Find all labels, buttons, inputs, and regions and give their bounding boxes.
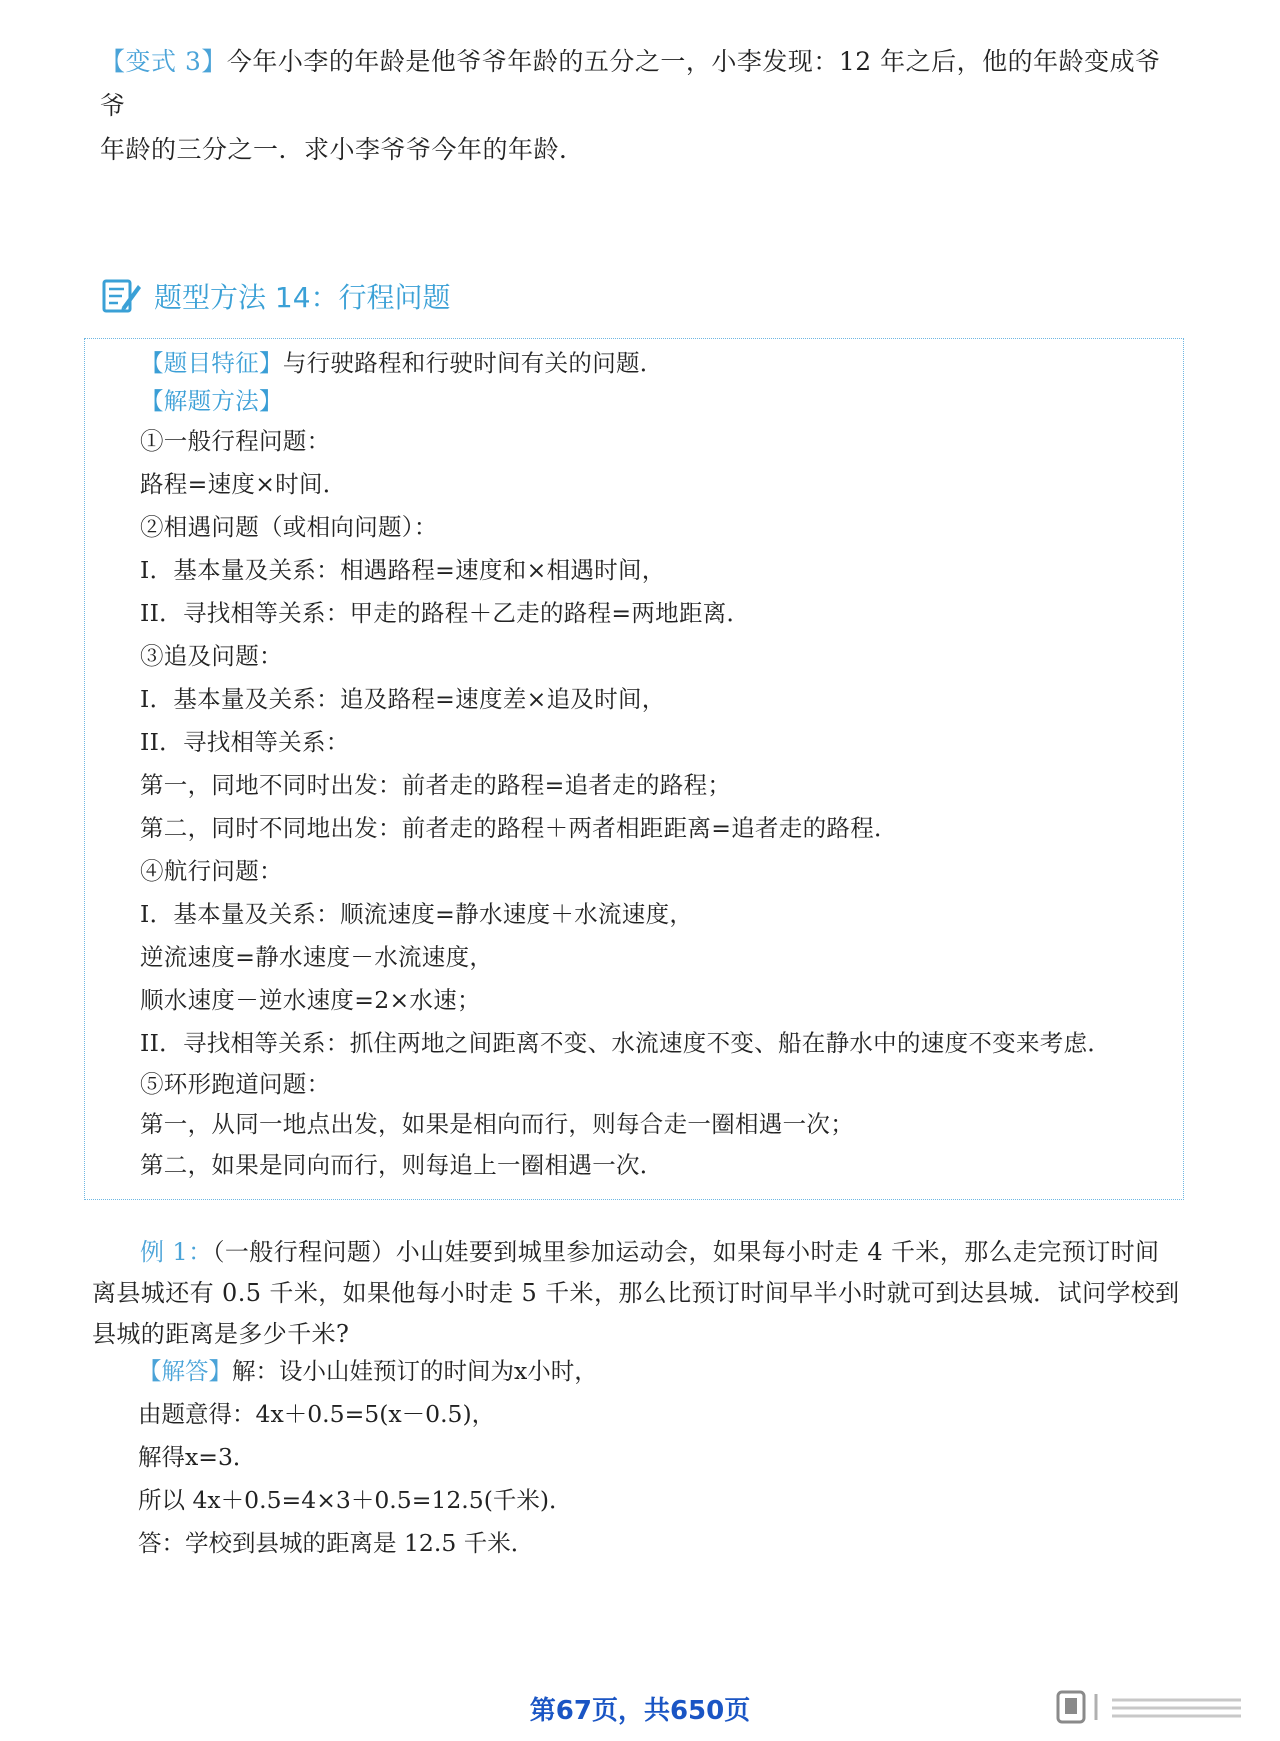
answer-text-line1: 解：设小山娃预订的时间为x小时， <box>232 1357 598 1385</box>
example-1-text-line1: （一般行程问题）小山娃要到城里参加运动会，如果每小时走 4 千米，那么走完预订时间 <box>212 1238 1160 1266</box>
answer-line3: 解得x=3． <box>138 1443 257 1471</box>
variant-3-label: 【变式 3】 <box>100 47 227 76</box>
method-line: ①一般行程问题： <box>140 427 331 455</box>
answer-line1 <box>138 1350 1138 1393</box>
example-1-line3: 县城的距离是多少千米? <box>92 1320 350 1348</box>
answer-line4: 所以 4x＋0.5=4×3＋0.5=12.5(千米)． <box>138 1486 573 1514</box>
method-line: 第一，同地不同时出发：前者走的路程=追者走的路程； <box>140 771 732 799</box>
section-title: 题型方法 14：行程问题 <box>154 281 451 314</box>
method-content <box>140 344 1160 1184</box>
section-heading <box>102 272 451 320</box>
method-line: 第一，从同一地点出发，如果是相向而行，则每合走一圈相遇一次； <box>140 1110 854 1138</box>
method-line: 逆流速度=静水速度－水流速度， <box>140 943 494 971</box>
example-1-line2: 离县城还有 0.5 千米，如果他每小时走 5 千米，那么比预订时间早半小时就可到达县城．试问学校到 <box>92 1279 1180 1307</box>
method-line: I．基本量及关系：相遇路程=速度和×相遇时间， <box>140 556 666 584</box>
method-line: 顺水速度－逆水速度=2×水速； <box>140 986 481 1014</box>
example-1-label: 例 1： <box>140 1238 213 1266</box>
method-line: II．寻找相等关系： <box>140 728 350 756</box>
answer-line2: 由题意得：4x＋0.5=5(x－0.5)， <box>138 1400 496 1428</box>
solve-label: 【解题方法】 <box>140 387 283 415</box>
method-line: 第二，同时不同地出发：前者走的路程＋两者相距距离=追者走的路程． <box>140 814 898 842</box>
variant-3-text-line1: 今年小李的年龄是他爷爷年龄的五分之一，小李发现：12 年之后，他的年龄变成爷爷 <box>100 47 1161 120</box>
page-indicator: 第67页，共650页 <box>529 1696 751 1726</box>
feature-text: 与行驶路程和行驶时间有关的问题． <box>282 349 664 377</box>
list-view-icon[interactable] <box>1056 1688 1256 1732</box>
answer-label: 【解答】 <box>138 1357 232 1385</box>
example-1 <box>92 1232 1182 1355</box>
method-line: ⑤环形跑道问题： <box>140 1070 331 1098</box>
method-line: ④航行问题： <box>140 857 283 885</box>
method-line: ③追及问题： <box>140 642 283 670</box>
example-1-line1 <box>92 1232 1182 1273</box>
method-line: I．基本量及关系：追及路程=速度差×追及时间， <box>140 685 666 713</box>
method-line: 路程=速度×时间． <box>140 470 347 498</box>
answer-block <box>138 1350 1138 1565</box>
notepad-pencil-icon <box>102 277 142 315</box>
feature-line <box>140 344 1160 382</box>
method-line: II．寻找相等关系：抓住两地之间距离不变、水流速度不变、船在静水中的速度不变来考虑． <box>140 1029 1112 1057</box>
variant-3-question <box>100 40 1180 172</box>
method-line: II．寻找相等关系：甲走的路程＋乙走的路程=两地距离． <box>140 599 751 627</box>
feature-label: 【题目特征】 <box>140 349 283 377</box>
answer-line5: 答：学校到县城的距离是 12.5 千米． <box>138 1529 535 1557</box>
method-line: ②相遇问题（或相向问题）： <box>140 513 438 541</box>
method-line: I．基本量及关系：顺流速度=静水速度＋水流速度， <box>140 900 694 928</box>
method-line: 第二，如果是同向而行，则每追上一圈相遇一次． <box>140 1151 664 1179</box>
variant-3-text-line2: 年龄的三分之一．求小李爷爷今年的年龄． <box>100 135 585 164</box>
